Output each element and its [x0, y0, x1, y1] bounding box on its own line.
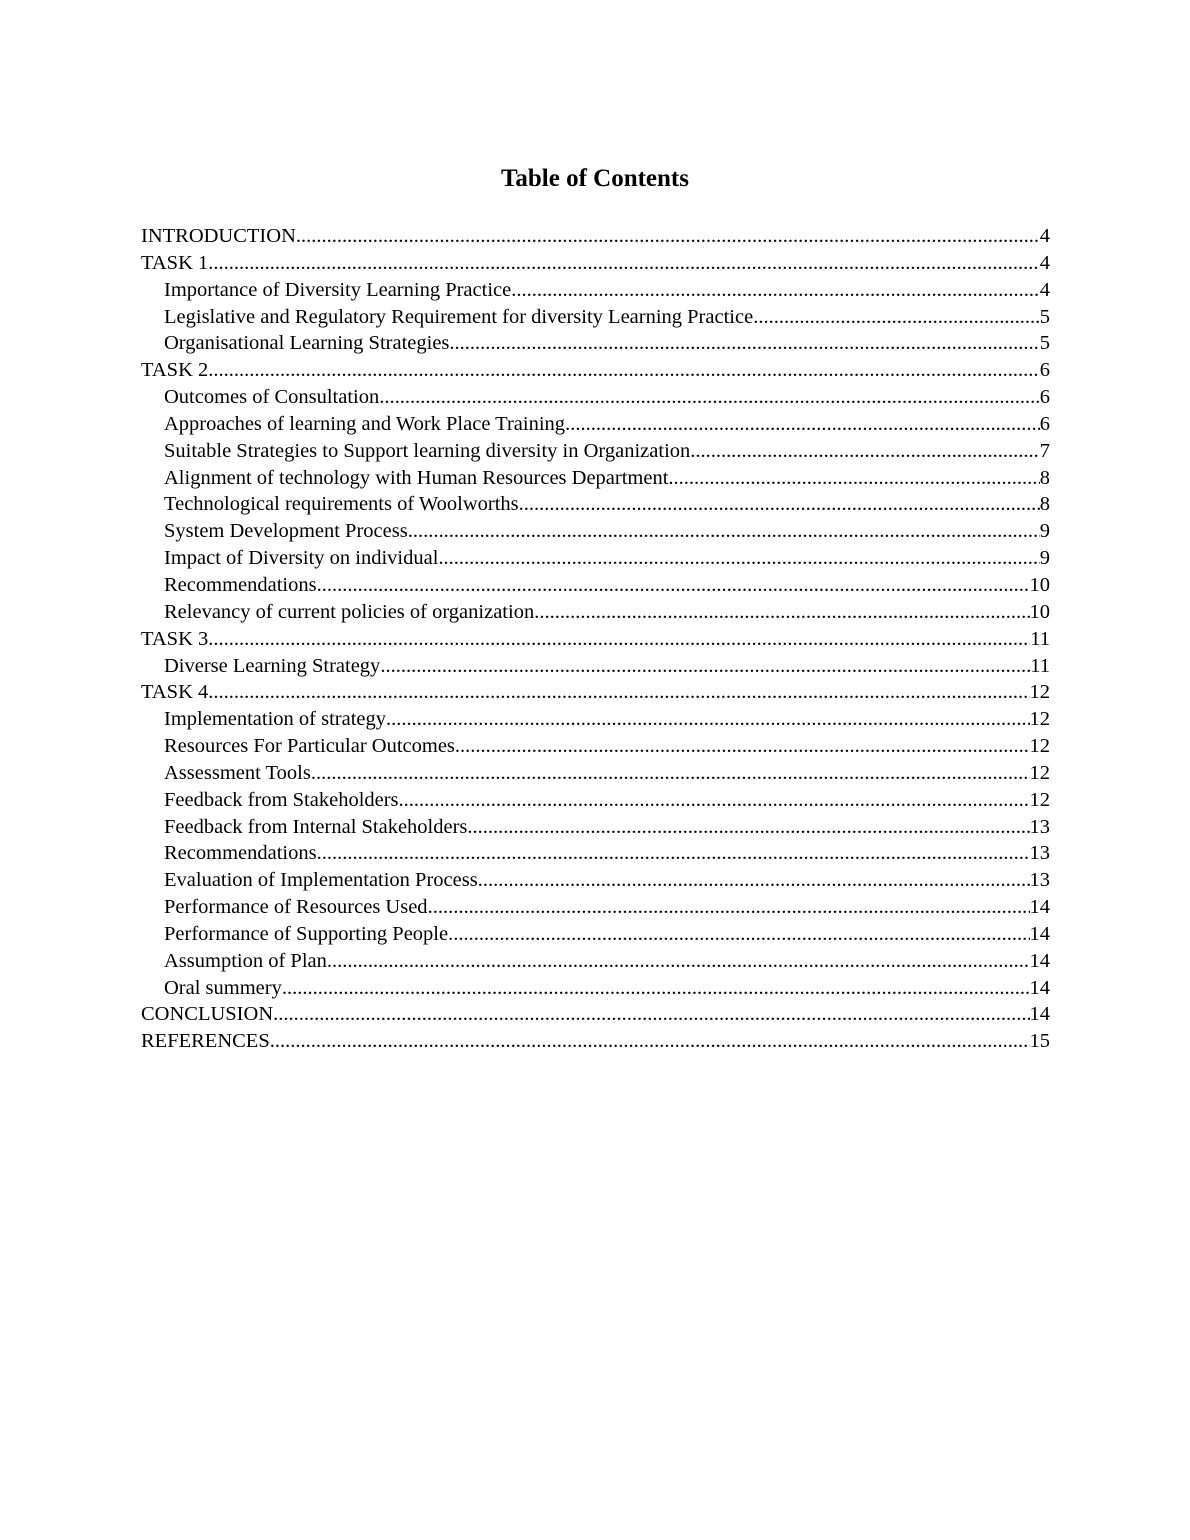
toc-subentry[interactable]: [141, 840, 1050, 867]
toc-entry-label[interactable]: System Development Process: [164, 520, 408, 543]
toc-list: [141, 223, 1050, 1055]
toc-entry-label[interactable]: Alignment of technology with Human Resources Department: [164, 466, 669, 489]
toc-entry-page-number: 9: [1039, 547, 1050, 570]
toc-leader-dots: [270, 1028, 1030, 1055]
toc-entry-page-number: 6: [1039, 386, 1050, 409]
toc-entry[interactable]: [141, 1028, 1050, 1055]
toc-leader-dots: [317, 840, 1030, 867]
toc-entry-label[interactable]: Assumption of Plan: [164, 949, 327, 972]
toc-leader-dots: [379, 384, 1040, 411]
toc-entry-page-number: 12: [1029, 735, 1050, 758]
toc-entry[interactable]: [141, 223, 1050, 250]
toc-leader-dots: [467, 814, 1029, 841]
toc-leader-dots: [386, 706, 1029, 733]
toc-entry-label[interactable]: Organisational Learning Strategies: [164, 332, 450, 355]
toc-leader-dots: [449, 330, 1039, 357]
toc-leader-dots: [438, 545, 1039, 572]
toc-entry-page-number: 4: [1039, 251, 1050, 274]
toc-entry[interactable]: [141, 1001, 1050, 1028]
toc-entry-page-number: 4: [1039, 278, 1050, 301]
toc-entry-label[interactable]: Technological requirements of Woolworths: [164, 493, 519, 516]
toc-entry-page-number: 13: [1029, 842, 1050, 865]
toc-entry-label[interactable]: REFERENCES: [141, 1030, 270, 1053]
toc-entry[interactable]: [141, 626, 1050, 653]
toc-entry-label[interactable]: Implementation of strategy: [164, 708, 387, 731]
toc-leader-dots: [399, 787, 1030, 814]
toc-subentry[interactable]: [141, 518, 1050, 545]
toc-entry-label[interactable]: Performance of Resources Used: [164, 896, 428, 919]
toc-entry-page-number: 12: [1029, 761, 1050, 784]
toc-subentry[interactable]: [141, 572, 1050, 599]
toc-leader-dots: [565, 411, 1040, 438]
toc-leader-dots: [317, 572, 1030, 599]
toc-entry-label[interactable]: TASK 4: [141, 681, 209, 704]
toc-entry-page-number: 6: [1039, 412, 1050, 435]
toc-entry-label[interactable]: Recommendations: [164, 842, 317, 865]
toc-entry-label[interactable]: Feedback from Internal Stakeholders: [164, 815, 468, 838]
toc-entry-page-number: 14: [1029, 1003, 1050, 1026]
toc-entry[interactable]: [141, 679, 1050, 706]
toc-subentry[interactable]: [141, 277, 1050, 304]
toc-entry-label[interactable]: CONCLUSION: [141, 1003, 274, 1026]
toc-leader-dots: [690, 438, 1039, 465]
toc-entry-page-number: 4: [1039, 225, 1050, 247]
toc-entry-label[interactable]: Feedback from Stakeholders: [164, 788, 399, 811]
toc-leader-dots: [519, 491, 1040, 518]
toc-entry-label[interactable]: Oral summery: [164, 976, 282, 999]
toc-entry-label[interactable]: Resources For Particular Outcomes: [164, 735, 455, 758]
toc-leader-dots: [208, 679, 1029, 706]
toc-subentry[interactable]: [141, 948, 1050, 975]
toc-entry-label[interactable]: Impact of Diversity on individual: [164, 547, 439, 570]
toc-leader-dots: [327, 948, 1030, 975]
toc-entry-label[interactable]: Diverse Learning Strategy: [164, 654, 381, 677]
toc-leader-dots: [311, 760, 1030, 787]
toc-entry-label[interactable]: Evaluation of Implementation Process: [164, 869, 478, 892]
toc-entry-label[interactable]: Importance of Diversity Learning Practice: [164, 278, 512, 301]
toc-subentry[interactable]: [141, 921, 1050, 948]
toc-leader-dots: [668, 465, 1039, 492]
toc-leader-dots: [380, 653, 1030, 680]
toc-leader-dots: [478, 867, 1030, 894]
toc-subentry[interactable]: [141, 760, 1050, 787]
toc-leader-dots: [208, 626, 1030, 653]
toc-subentry[interactable]: [141, 491, 1050, 518]
toc-entry-label[interactable]: INTRODUCTION: [141, 225, 296, 247]
toc-entry-page-number: 8: [1039, 493, 1050, 516]
toc-entry-page-number: 5: [1039, 332, 1050, 355]
toc-entry-page-number: 13: [1029, 815, 1050, 838]
toc-entry-page-number: 13: [1029, 869, 1050, 892]
toc-leader-dots: [296, 223, 1040, 250]
toc-entry-page-number: 5: [1039, 305, 1050, 328]
toc-entry-label[interactable]: TASK 1: [141, 251, 209, 274]
toc-leader-dots: [455, 733, 1030, 760]
toc-entry-page-number: 15: [1029, 1030, 1050, 1053]
toc-leader-dots: [208, 357, 1039, 384]
toc-title: Table of Contents: [501, 165, 689, 192]
toc-subentry[interactable]: [141, 787, 1050, 814]
toc-subentry[interactable]: [141, 330, 1050, 357]
toc-entry-page-number: 14: [1029, 896, 1050, 919]
toc-entry-page-number: 7: [1039, 439, 1050, 462]
toc-entry-page-number: 10: [1029, 573, 1050, 596]
toc-leader-dots: [753, 304, 1040, 331]
toc-subentry[interactable]: [141, 411, 1050, 438]
toc-subentry[interactable]: [141, 384, 1050, 411]
toc-leader-dots: [448, 921, 1029, 948]
toc-entry-page-number: 6: [1039, 359, 1050, 382]
toc-entry-page-number: 14: [1029, 949, 1050, 972]
toc-entry-label[interactable]: TASK 3: [141, 627, 209, 650]
toc-leader-dots: [208, 250, 1039, 277]
toc-entry-label[interactable]: Recommendations: [164, 573, 317, 596]
toc-entry-label[interactable]: Performance of Supporting People: [164, 922, 449, 945]
toc-subentry[interactable]: [141, 706, 1050, 733]
toc-entry-label[interactable]: Assessment Tools: [164, 761, 311, 784]
toc-entry-page-number: 11: [1030, 627, 1050, 650]
toc-entry-label[interactable]: Relevancy of current policies of organization: [164, 600, 535, 623]
toc-entry-page-number: 8: [1039, 466, 1050, 489]
toc-subentry[interactable]: [141, 545, 1050, 572]
toc-leader-dots: [511, 277, 1040, 304]
toc-entry-label[interactable]: TASK 2: [141, 359, 209, 382]
toc-entry[interactable]: [141, 357, 1050, 384]
toc-subentry[interactable]: [141, 894, 1050, 921]
toc-subentry[interactable]: [141, 814, 1050, 841]
toc-entry-label[interactable]: Legislative and Regulatory Requirement for diversity Learning Practice: [164, 305, 754, 328]
toc-leader-dots: [273, 1001, 1029, 1028]
toc-subentry[interactable]: [141, 733, 1050, 760]
toc-subentry[interactable]: [141, 465, 1050, 492]
toc-entry-page-number: 11: [1030, 654, 1050, 677]
toc-leader-dots: [408, 518, 1040, 545]
toc-entry-page-number: 12: [1029, 788, 1050, 811]
toc-subentry[interactable]: [141, 304, 1050, 331]
toc-leader-dots: [428, 894, 1030, 921]
toc-entry-page-number: 14: [1029, 976, 1050, 999]
toc-entry-label[interactable]: Suitable Strategies to Support learning diversity in Organization: [164, 439, 691, 462]
toc-entry-label[interactable]: Approaches of learning and Work Place Training: [164, 412, 566, 435]
toc-entry-page-number: 14: [1029, 922, 1050, 945]
toc-subentry[interactable]: [141, 438, 1050, 465]
toc-entry-page-number: 9: [1039, 520, 1050, 543]
toc-leader-dots: [282, 975, 1030, 1002]
toc-subentry[interactable]: [141, 975, 1050, 1002]
toc-leader-dots: [534, 599, 1029, 626]
toc-entry-label[interactable]: Outcomes of Consultation: [164, 386, 380, 409]
toc-entry-page-number: 10: [1029, 600, 1050, 623]
toc-subentry[interactable]: [141, 867, 1050, 894]
toc-subentry[interactable]: [141, 653, 1050, 680]
toc-entry-page-number: 12: [1029, 681, 1050, 704]
toc-entry[interactable]: [141, 250, 1050, 277]
toc-subentry[interactable]: [141, 599, 1050, 626]
toc-entry-page-number: 12: [1029, 708, 1050, 731]
